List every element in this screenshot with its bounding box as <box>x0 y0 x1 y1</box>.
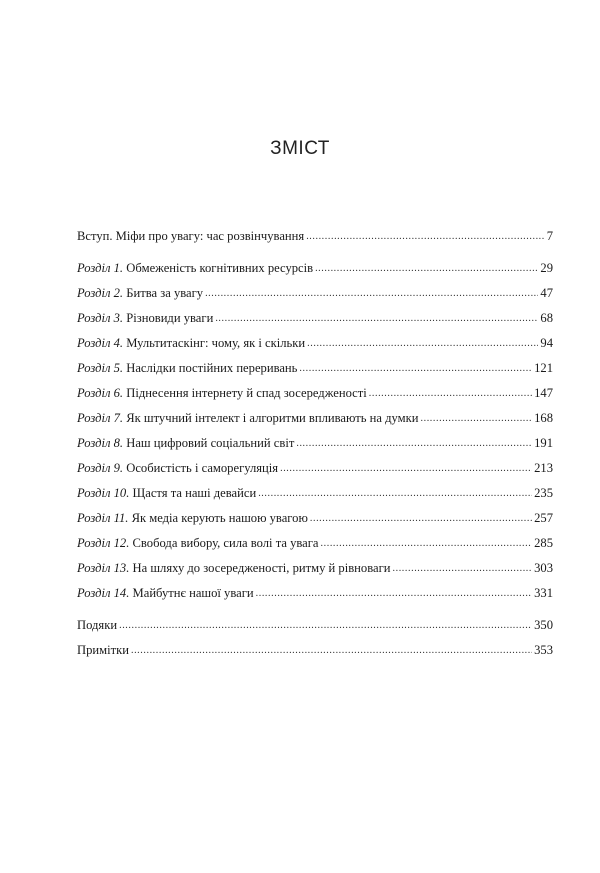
dot-leader <box>315 259 538 275</box>
toc-entry-title: Обмеженість когнітивних ресурсів <box>126 261 314 275</box>
toc-entry[interactable] <box>77 617 553 633</box>
toc-entry-page: 213 <box>534 461 553 475</box>
toc-entry[interactable] <box>77 435 553 451</box>
toc-entry-title: Мультитаскінг: чому, як і скільки <box>126 336 306 350</box>
dot-leader <box>131 641 532 657</box>
toc-entry-label: Розділ 11. <box>77 511 129 525</box>
toc-entry-label: Розділ 10. <box>77 486 130 500</box>
toc-entry-page: 303 <box>534 561 553 575</box>
toc-entry-label: Розділ 13. <box>77 561 130 575</box>
toc-entry[interactable] <box>77 510 553 526</box>
toc-entry-page: 7 <box>546 229 553 243</box>
toc-entry-label: Розділ 1. <box>77 261 124 275</box>
toc-entry-title: Як медіа керують нашою увагою <box>131 511 308 525</box>
toc-entry[interactable] <box>77 260 553 276</box>
toc-entry-label: Розділ 7. <box>77 411 124 425</box>
toc-entry-label: Розділ 2. <box>77 286 124 300</box>
toc-entry[interactable] <box>77 560 553 576</box>
dot-leader <box>280 459 532 475</box>
toc-entry[interactable] <box>77 285 553 301</box>
toc-entry-title: Як штучний інтелект і алгоритми впливають на думки <box>126 411 419 425</box>
toc-entry-page: 29 <box>540 261 553 275</box>
dot-leader <box>393 559 533 575</box>
dot-leader <box>307 334 538 350</box>
dot-leader <box>306 227 545 243</box>
toc-entry-title: Щастя та наші девайси <box>132 486 257 500</box>
toc-entry-page: 94 <box>540 336 553 350</box>
dot-leader <box>321 534 533 550</box>
toc-entry-title: Подяки <box>77 618 118 632</box>
dot-leader <box>205 284 538 300</box>
toc-entry-page: 331 <box>534 586 553 600</box>
dot-leader <box>369 384 532 400</box>
dot-leader <box>258 484 532 500</box>
toc-entry-title: Наслідки постійних переривань <box>126 361 298 375</box>
toc-entry-page: 68 <box>540 311 553 325</box>
dot-leader <box>215 309 538 325</box>
dot-leader <box>119 616 532 632</box>
toc-entry[interactable] <box>77 535 553 551</box>
toc-entry-label: Розділ 4. <box>77 336 124 350</box>
page-title: ЗМІСТ <box>270 138 330 159</box>
toc-entry-page: 285 <box>534 536 553 550</box>
toc-entry-page: 353 <box>534 643 553 657</box>
toc-entry-page: 235 <box>534 486 553 500</box>
toc-entry-label: Розділ 9. <box>77 461 124 475</box>
toc-entry-title: Особистість і саморегуляція <box>126 461 279 475</box>
dot-leader <box>296 434 532 450</box>
toc-entry-page: 191 <box>534 436 553 450</box>
dot-leader <box>310 509 532 525</box>
toc-entry-page: 168 <box>534 411 553 425</box>
toc-entry-page: 257 <box>534 511 553 525</box>
toc-entry-title: Різновиди уваги <box>126 311 214 325</box>
toc-entry-page: 47 <box>540 286 553 300</box>
toc-entry-page: 147 <box>534 386 553 400</box>
toc-entry[interactable] <box>77 585 553 601</box>
toc-entry-title: Наш цифровий соціальний світ <box>126 436 295 450</box>
toc-entry-title: На шляху до зосередженості, ритму й рівноваги <box>132 561 391 575</box>
toc-entry[interactable] <box>77 228 553 244</box>
toc-entry[interactable] <box>77 310 553 326</box>
toc-entry[interactable] <box>77 410 553 426</box>
toc-entry-label: Розділ 12. <box>77 536 130 550</box>
toc-entry-page: 121 <box>534 361 553 375</box>
toc-entry[interactable] <box>77 460 553 476</box>
toc-entry-title: Майбутнє нашої уваги <box>132 586 254 600</box>
toc-entry-label: Розділ 14. <box>77 586 130 600</box>
toc-entry-title: Битва за увагу <box>126 286 204 300</box>
toc-entry[interactable] <box>77 360 553 376</box>
toc-entry[interactable] <box>77 642 553 658</box>
toc-entry-label: Розділ 3. <box>77 311 124 325</box>
toc-entry-title: Вступ. Міфи про увагу: час розвінчування <box>77 229 305 243</box>
toc-entry[interactable] <box>77 335 553 351</box>
toc-entry-label: Розділ 6. <box>77 386 124 400</box>
toc-entry-label: Розділ 5. <box>77 361 124 375</box>
toc-entry-title: Піднесення інтернету й спад зосередженості <box>126 386 367 400</box>
toc-entry-label: Розділ 8. <box>77 436 124 450</box>
toc-entry-title: Свобода вибору, сила волі та увага <box>132 536 319 550</box>
dot-leader <box>299 359 532 375</box>
toc-entry[interactable] <box>77 385 553 401</box>
toc-entry-page: 350 <box>534 618 553 632</box>
toc-entry[interactable] <box>77 485 553 501</box>
dot-leader <box>421 409 533 425</box>
dot-leader <box>256 584 532 600</box>
toc-entry-title: Примітки <box>77 643 129 657</box>
